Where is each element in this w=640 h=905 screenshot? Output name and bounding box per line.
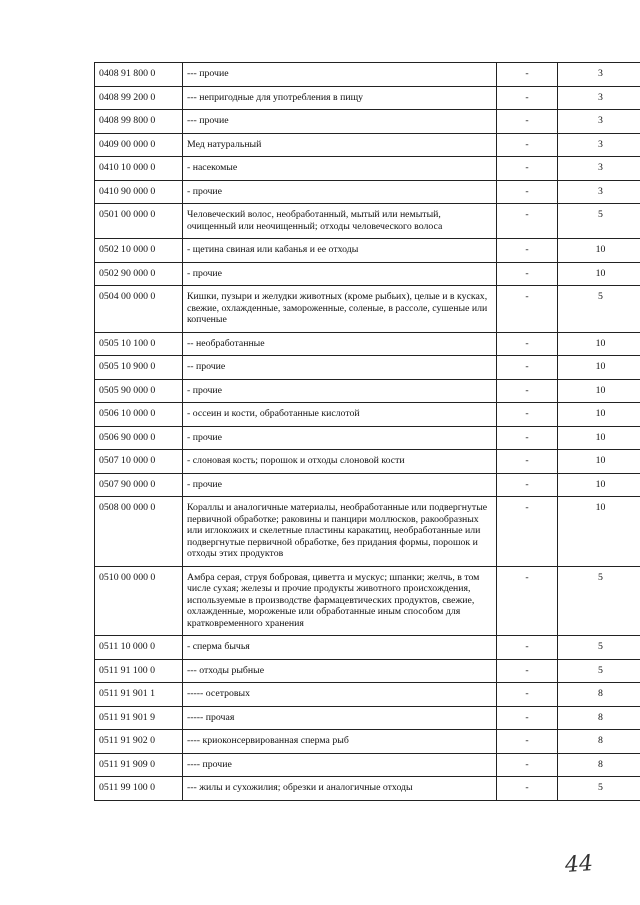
mark-cell: - [497,566,558,636]
mark-cell: - [497,204,558,239]
code-cell: 0507 90 000 0 [95,473,183,497]
description-cell: --- прочие [183,63,497,87]
code-cell: 0408 91 800 0 [95,63,183,87]
rate-cell: 3 [558,86,640,110]
mark-cell: - [497,239,558,263]
description-cell: --- жилы и сухожилия; обрезки и аналогичные отходы [183,777,497,801]
table-row [95,659,640,683]
description-cell: - насекомые [183,157,497,181]
table-row [95,450,640,474]
table-row [95,63,640,87]
code-cell: 0410 90 000 0 [95,180,183,204]
rate-cell: 8 [558,706,640,730]
table-row [95,683,640,707]
mark-cell: - [497,777,558,801]
rate-cell: 5 [558,659,640,683]
handwritten-page-number: 44 [564,851,594,878]
tariff-table [94,62,640,801]
description-cell: - прочие [183,379,497,403]
rate-cell: 5 [558,636,640,660]
code-cell: 0505 90 000 0 [95,379,183,403]
code-cell: 0506 10 000 0 [95,403,183,427]
table-row [95,566,640,636]
rate-cell: 8 [558,730,640,754]
rate-cell: 5 [558,204,640,239]
mark-cell: - [497,450,558,474]
description-cell: --- отходы рыбные [183,659,497,683]
table-row [95,379,640,403]
description-cell: - щетина свиная или кабанья и ее отходы [183,239,497,263]
description-cell: - сперма бычья [183,636,497,660]
mark-cell: - [497,426,558,450]
description-cell: - слоновая кость; порошок и отходы слоновой кости [183,450,497,474]
table-row [95,86,640,110]
table-row [95,204,640,239]
mark-cell: - [497,403,558,427]
code-cell: 0408 99 200 0 [95,86,183,110]
rate-cell: 5 [558,286,640,333]
code-cell: 0507 10 000 0 [95,450,183,474]
code-cell: 0511 91 909 0 [95,753,183,777]
rate-cell: 10 [558,239,640,263]
mark-cell: - [497,356,558,380]
table-row [95,730,640,754]
mark-cell: - [497,473,558,497]
table-row [95,706,640,730]
table-row [95,239,640,263]
mark-cell: - [497,86,558,110]
description-cell: Человеческий волос, необработанный, мытый или немытый, очищенный или неочищенный; отходы человеческого волоса [183,204,497,239]
table-row [95,356,640,380]
mark-cell: - [497,180,558,204]
mark-cell: - [497,286,558,333]
rate-cell: 3 [558,133,640,157]
description-cell: - прочие [183,262,497,286]
description-cell: ---- прочие [183,753,497,777]
table-row [95,180,640,204]
description-cell: -- необработанные [183,332,497,356]
rate-cell: 10 [558,262,640,286]
table-row [95,133,640,157]
description-cell: -- прочие [183,356,497,380]
code-cell: 0501 00 000 0 [95,204,183,239]
rate-cell: 10 [558,356,640,380]
code-cell: 0508 00 000 0 [95,497,183,567]
rate-cell: 10 [558,403,640,427]
code-cell: 0510 00 000 0 [95,566,183,636]
mark-cell: - [497,683,558,707]
table-row [95,473,640,497]
mark-cell: - [497,110,558,134]
mark-cell: - [497,730,558,754]
rate-cell: 3 [558,110,640,134]
table-row [95,157,640,181]
description-cell: ----- прочая [183,706,497,730]
code-cell: 0511 91 901 1 [95,683,183,707]
rate-cell: 3 [558,63,640,87]
code-cell: 0502 10 000 0 [95,239,183,263]
rate-cell: 3 [558,157,640,181]
table-row [95,332,640,356]
mark-cell: - [497,659,558,683]
rate-cell: 8 [558,753,640,777]
rate-cell: 10 [558,332,640,356]
code-cell: 0506 90 000 0 [95,426,183,450]
table-row [95,286,640,333]
code-cell: 0511 99 100 0 [95,777,183,801]
mark-cell: - [497,753,558,777]
table-row [95,497,640,567]
table-row [95,403,640,427]
rate-cell: 10 [558,426,640,450]
table-row [95,636,640,660]
mark-cell: - [497,63,558,87]
code-cell: 0502 90 000 0 [95,262,183,286]
table-row [95,426,640,450]
description-cell: ---- криоконсервированная сперма рыб [183,730,497,754]
code-cell: 0511 10 000 0 [95,636,183,660]
table-row [95,110,640,134]
description-cell: ----- осетровых [183,683,497,707]
description-cell: - оссеин и кости, обработанные кислотой [183,403,497,427]
rate-cell: 5 [558,566,640,636]
code-cell: 0410 10 000 0 [95,157,183,181]
table-row [95,262,640,286]
rate-cell: 8 [558,683,640,707]
mark-cell: - [497,262,558,286]
mark-cell: - [497,332,558,356]
code-cell: 0505 10 100 0 [95,332,183,356]
description-cell: Кишки, пузыри и желудки животных (кроме рыбьих), целые и в кусках, свежие, охлажденные, замороженные, соленые, в рассоле, сушеные или копченые [183,286,497,333]
mark-cell: - [497,636,558,660]
description-cell: --- прочие [183,110,497,134]
tariff-table-body [95,63,640,801]
code-cell: 0511 91 100 0 [95,659,183,683]
code-cell: 0409 00 000 0 [95,133,183,157]
description-cell: - прочие [183,180,497,204]
rate-cell: 10 [558,450,640,474]
code-cell: 0505 10 900 0 [95,356,183,380]
rate-cell: 10 [558,379,640,403]
rate-cell: 10 [558,473,640,497]
rate-cell: 3 [558,180,640,204]
mark-cell: - [497,379,558,403]
code-cell: 0504 00 000 0 [95,286,183,333]
description-cell: Амбра серая, струя бобровая, циветта и мускус; шпанки; желчь, в том числе сухая; железы и прочие продукты животного происхождения, используемые в производстве фармацевтических продуктов, свежие, охлажденные, мороженые или обработанные иным способом для кратковременного хранения [183,566,497,636]
code-cell: 0511 91 902 0 [95,730,183,754]
description-cell: Кораллы и аналогичные материалы, необработанные или подвергнутые первичной обработке; раковины и панцири моллюсков, ракообразных или иглокожих и скелетные пластины каракатиц, необработанные или подвергнутые первичной обработке, без придания формы, порошок и отходы этих продуктов [183,497,497,567]
mark-cell: - [497,497,558,567]
mark-cell: - [497,133,558,157]
code-cell: 0408 99 800 0 [95,110,183,134]
mark-cell: - [497,706,558,730]
table-row [95,777,640,801]
rate-cell: 5 [558,777,640,801]
description-cell: - прочие [183,473,497,497]
description-cell: - прочие [183,426,497,450]
description-cell: Мед натуральный [183,133,497,157]
rate-cell: 10 [558,497,640,567]
code-cell: 0511 91 901 9 [95,706,183,730]
description-cell: --- непригодные для употребления в пищу [183,86,497,110]
table-row [95,753,640,777]
mark-cell: - [497,157,558,181]
